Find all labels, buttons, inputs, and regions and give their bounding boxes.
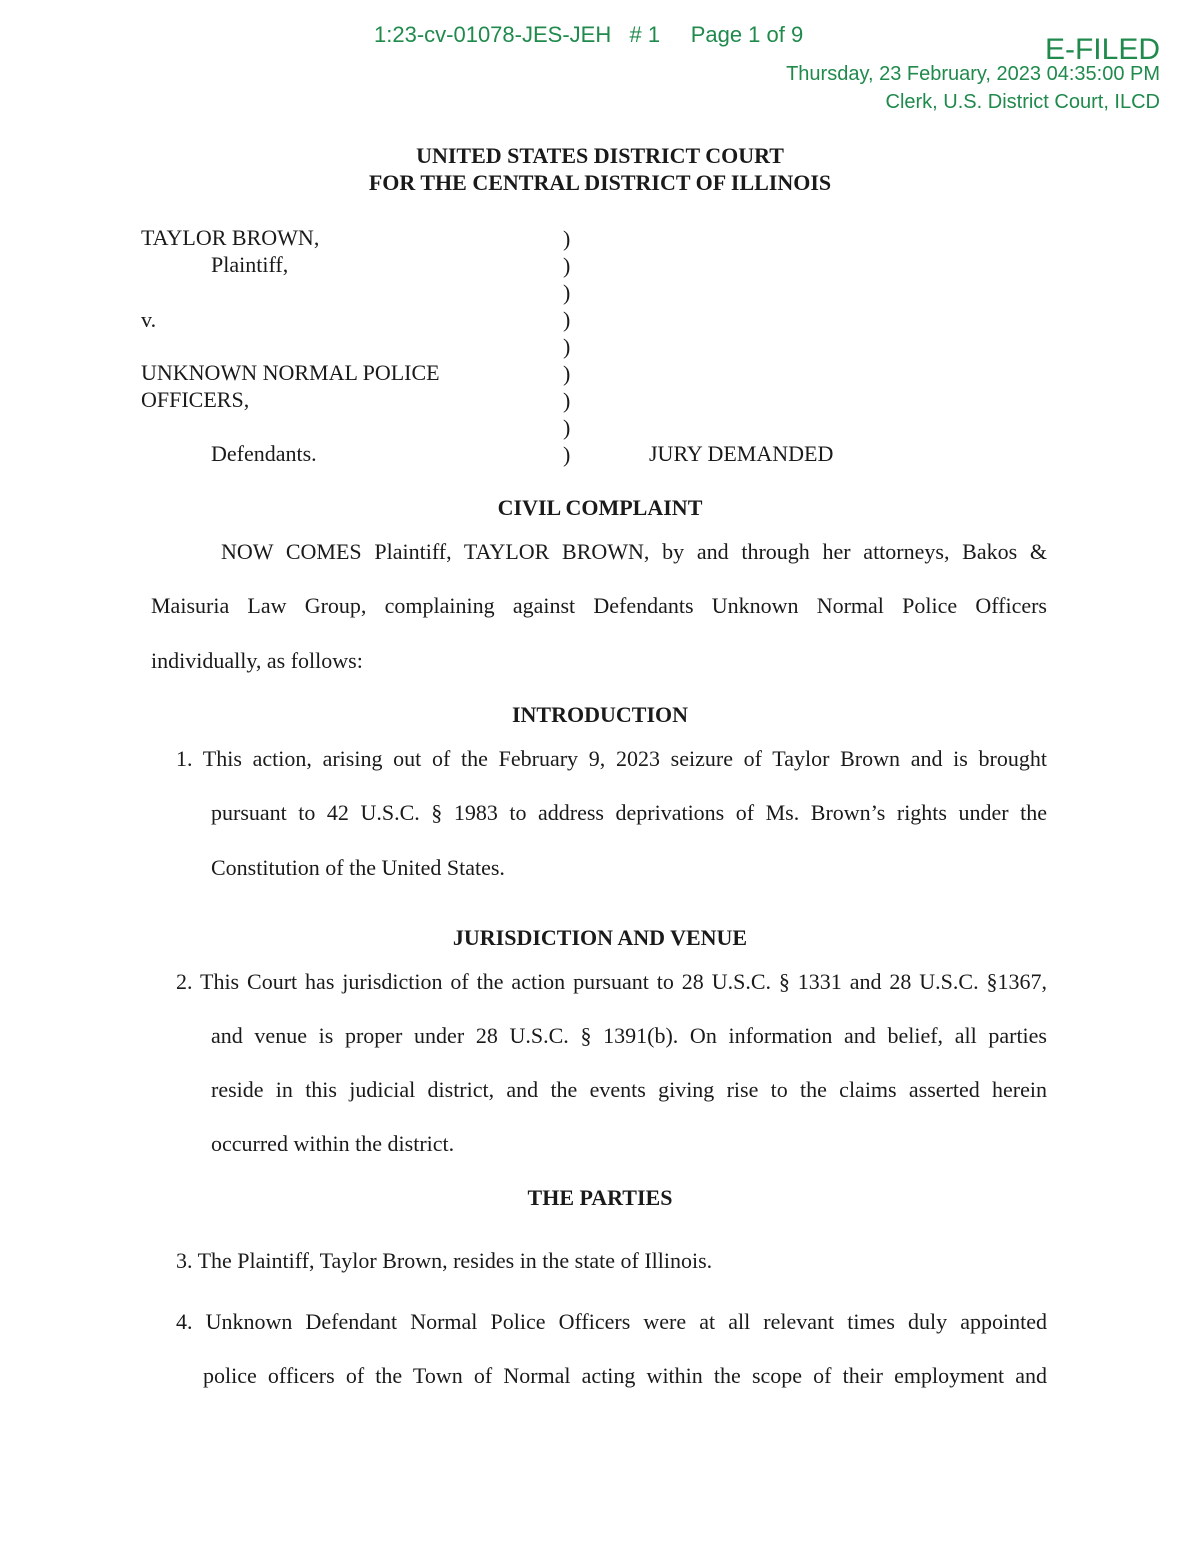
caption-paren: ) (563, 226, 571, 251)
caption-paren: ) (563, 253, 571, 278)
defendant-role: Defendants. (211, 441, 317, 466)
paragraph-2-line-4: occurred within the district. (211, 1131, 455, 1156)
court-name: UNITED STATES DISTRICT COURT (416, 143, 784, 168)
section-jurisdiction: JURISDICTION AND VENUE (452, 925, 748, 950)
docket-stamp: 1:23-cv-01078-JES-JEH # 1 Page 1 of 9 (374, 22, 804, 47)
caption-paren: ) (563, 415, 571, 440)
intro-line-2: Maisuria Law Group, complaining against Defendants Unknown Normal Police Officers (151, 593, 1047, 618)
intro-line-3: individually, as follows: (151, 648, 363, 673)
plaintiff-role: Plaintiff, (211, 252, 289, 277)
efiled-label: E-FILED (1044, 33, 1160, 66)
defendant-name-line1: UNKNOWN NORMAL POLICE (141, 360, 440, 385)
caption-parentheses (563, 225, 570, 468)
caption-paren: ) (563, 307, 571, 332)
plaintiff-name: TAYLOR BROWN, (141, 225, 320, 250)
caption-paren: ) (563, 388, 571, 413)
defendant-name-line2: OFFICERS, (141, 387, 250, 412)
paragraph-3-line-1: 3. The Plaintiff, Taylor Brown, resides in the state of Illinois. (176, 1248, 713, 1273)
caption-paren: ) (563, 442, 571, 467)
section-introduction: INTRODUCTION (511, 702, 689, 727)
paragraph-4-line-2: police officers of the Town of Normal acting within the scope of their employment and (203, 1363, 1047, 1388)
complaint-title: CIVIL COMPLAINT (497, 495, 703, 520)
intro-line-1: NOW COMES Plaintiff, TAYLOR BROWN, by and through her attorneys, Bakos & (221, 539, 1047, 564)
paragraph-4-line-1: 4. Unknown Defendant Normal Police Officers were at all relevant times duly appointed (176, 1309, 1047, 1334)
court-district: FOR THE CENTRAL DISTRICT OF ILLINOIS (368, 170, 832, 195)
efiled-clerk: Clerk, U.S. District Court, ILCD (885, 91, 1160, 113)
paragraph-1-line-1: 1. This action, arising out of the February 9, 2023 seizure of Taylor Brown and is brought (176, 746, 1047, 771)
efiled-date: Thursday, 23 February, 2023 04:35:00 PM (786, 63, 1160, 85)
paragraph-1-line-3: Constitution of the United States. (211, 855, 505, 880)
paragraph-2-line-3: reside in this judicial district, and the events giving rise to the claims asserted herein (211, 1077, 1047, 1102)
caption-paren: ) (563, 280, 571, 305)
caption-paren: ) (563, 361, 571, 386)
caption-paren: ) (563, 334, 571, 359)
paragraph-2-line-2: and venue is proper under 28 U.S.C. § 1391(b). On information and belief, all parties (211, 1023, 1047, 1048)
section-parties: THE PARTIES (527, 1185, 673, 1210)
paragraph-2-line-1: 2. This Court has jurisdiction of the action pursuant to 28 U.S.C. § 1331 and 28 U.S.C. §1367, (176, 969, 1047, 994)
jury-demand: JURY DEMANDED (649, 441, 834, 466)
paragraph-1-line-2: pursuant to 42 U.S.C. § 1983 to address deprivations of Ms. Brown’s rights under the (211, 800, 1047, 825)
versus: v. (141, 307, 157, 332)
